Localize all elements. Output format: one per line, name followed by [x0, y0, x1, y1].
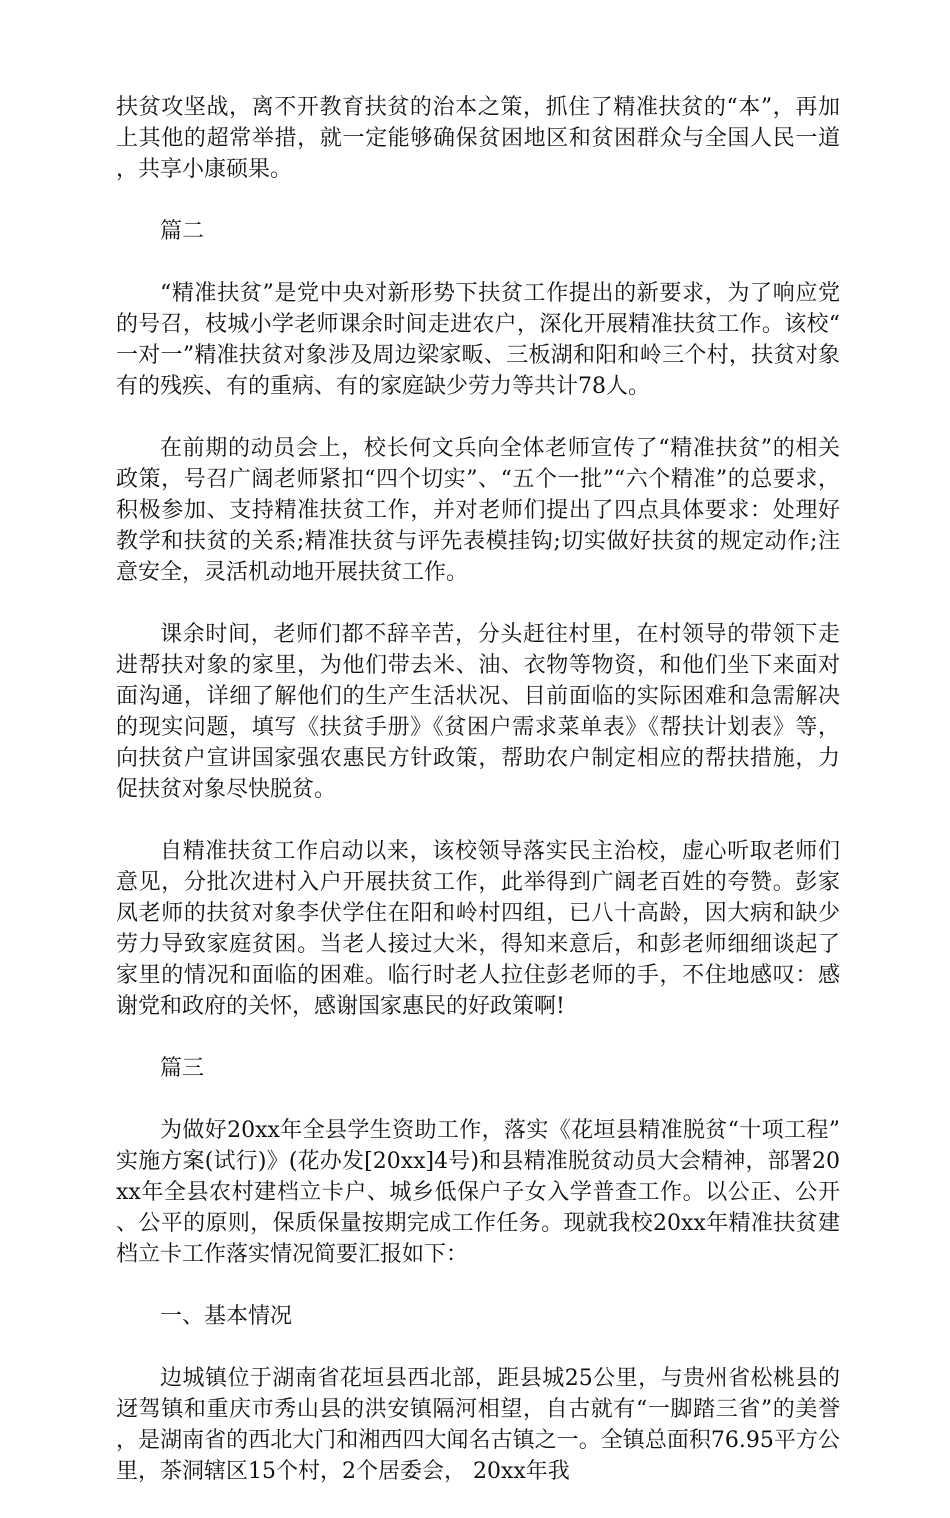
section-heading: 篇二	[160, 219, 205, 244]
body-paragraph: 为做好20xx年全县学生资助工作，落实《花垣县精准脱贫“十项工程”实施方案(试行)》(花办发[20xx]4号)和县精准脱贫动员大会精神，部署20xx年全县农村建档立卡户、城乡低保户子女入学普查工作。以公正、公开、公平的原则，保质保量按期完成工作任务。现就我校20xx年精准扶贫建档立卡工作落实情况简要汇报如下：	[116, 1118, 840, 1267]
body-paragraph: 自精准扶贫工作启动以来，该校领导落实民主治校，虚心听取老师们意见，分批次进村入户开展扶贫工作，此举得到广阔老百姓的夸赞。彭家凤老师的扶贫对象李伏学住在阳和岭村四组，已八十高龄，因大病和缺少劳力导致家庭贫困。当老人接过大米，得知来意后，和彭老师细细谈起了家里的情况和面临的困难。临行时老人拉住彭老师的手，不住地感叹：感谢党和政府的关怀，感谢国家惠民的好政策啊!	[116, 839, 840, 1019]
document-page	[116, 92, 840, 1518]
section-heading: 篇三	[160, 1056, 205, 1081]
body-paragraph: 边城镇位于湖南省花垣县西北部，距县城25公里，与贵州省松桃县的迓驾镇和重庆市秀山县的洪安镇隔河相望，自古就有“一脚踏三省”的美誉，是湖南省的西北大门和湘西四大闻名古镇之一。全镇总面积76.95平方公里，茶洞辖区15个村，2个居委会， 20xx年我	[116, 1366, 840, 1484]
body-paragraph: 扶贫攻坚战，离不开教育扶贫的治本之策，抓住了精准扶贫的“本”，再加上其他的超常举措，就一定能够确保贫困地区和贫困群众与全国人民一道，共享小康硕果。	[116, 95, 840, 182]
subsection-heading: 一、基本情况	[160, 1304, 293, 1329]
body-paragraph: 在前期的动员会上，校长何文兵向全体老师宣传了“精准扶贫”的相关政策，号召广阔老师紧扣“四个切实”、“五个一批”“六个精准”的总要求，积极参加、支持精准扶贫工作，并对老师们提出了四点具体要求：处理好教学和扶贫的关系;精准扶贫与评先表模挂钩;切实做好扶贫的规定动作;注意安全，灵活机动地开展扶贫工作。	[116, 436, 840, 585]
body-paragraph: 课余时间，老师们都不辞辛苦，分头赶往村里，在村领导的带领下走进帮扶对象的家里，为他们带去米、油、衣物等物资，和他们坐下来面对面沟通，详细了解他们的生产生活状况、目前面临的实际困难和急需解决的现实问题，填写《扶贫手册》《贫困户需求菜单表》《帮扶计划表》等，向扶贫户宣讲国家强农惠民方针政策，帮助农户制定相应的帮扶措施，力促扶贫对象尽快脱贫。	[116, 622, 840, 802]
body-paragraph: “精准扶贫”是党中央对新形势下扶贫工作提出的新要求，为了响应党的号召，枝城小学老师课余时间走进农户，深化开展精准扶贫工作。该校“一对一”精准扶贫对象涉及周边梁家畈、三板湖和阳和岭三个村，扶贫对象有的残疾、有的重病、有的家庭缺少劳力等共计78人。	[116, 281, 840, 399]
